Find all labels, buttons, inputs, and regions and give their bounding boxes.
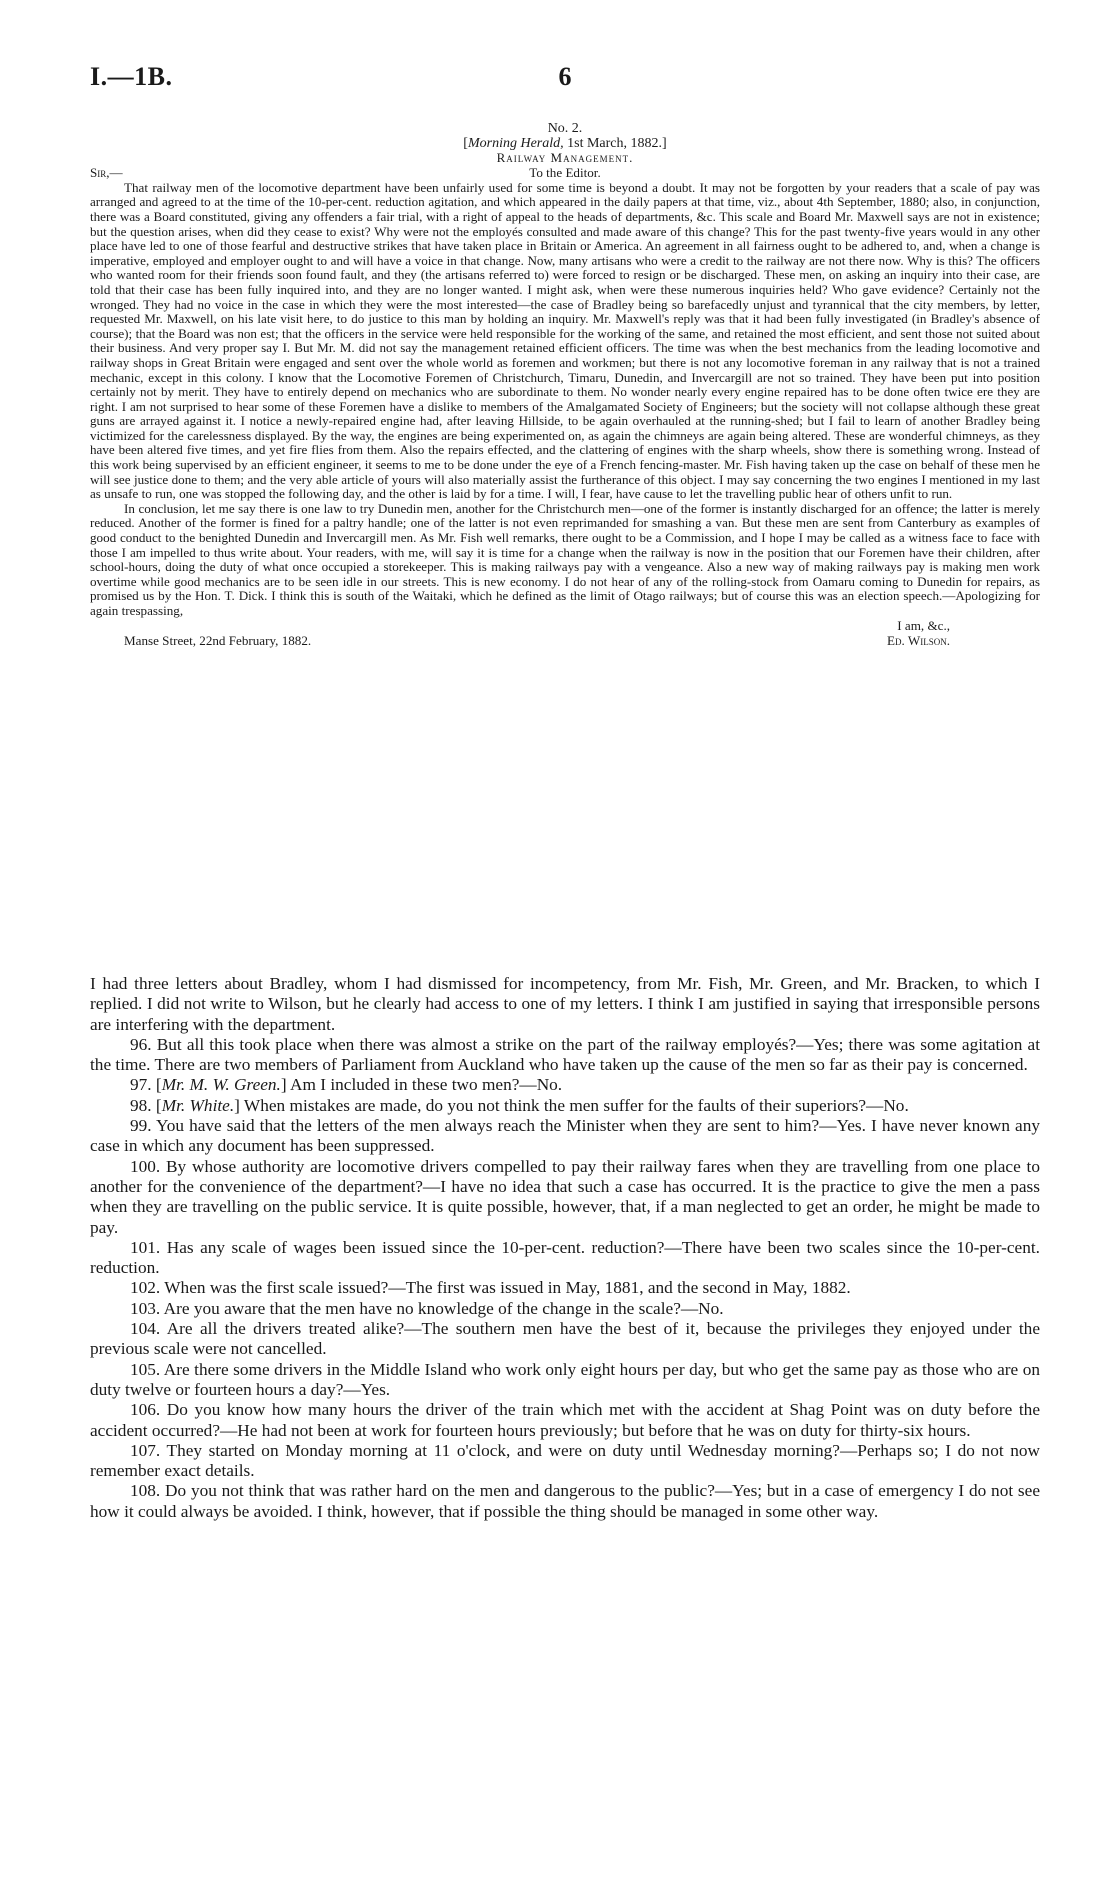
letter-closing: I am, &c.,: [897, 617, 950, 633]
letter-heading: Railway Management.: [496, 150, 634, 166]
letter-paragraph: That railway men of the locomotive department have been unfairly used for some time is beyond a doubt. It may not be forgotten by your readers that a scale of pay was arranged and agreed to at the time of the 10-per-cent. reduction agitation, and which appeared in the daily papers at that time, viz., about 4th September, 1880; also, in conjunction, there was a Board constituted, giving any offenders a fair trial, with a right of appeal to the heads of departments, &c. This scale and Board Mr. Maxwell says are not in existence; but the question arises, when did they cease to exist? Why were not the employés consulted and made aware of this change? This for the past twenty-five years would in any other place have led to one of those fearful and destructive strikes that have taken place in Britain or America. An agreement in all fairness ought to be adhered to, and, when a change is imperative, employed and employer ought to and will have a voice in that change. Now, many artisans who were a credit to the railway are not there now. Why is this? The officers who wanted room for their friends soon found fault, and they (the artisans referred to) were forced to resign or be discharged. These men, on asking an inquiry into their case, are told that their case has been fully inquired into, and they are no longer wanted. I might ask, when were these numerous inquiries held? Who gave evidence? Certainly not the wronged. They had no voice in the case in which they were the most interested—the case of Bradley being so barefacedly unjust and tyrannical that the city members, by letter, requested Mr. Maxwell, on his late visit here, to do justice to this man by holding an inquiry. Mr. Maxwell's reply was that it had been fully investigated (in Bradley's absence of course); that the Board was non est; that the officers in the service were held responsible for the working of the same, and retained the most efficient, and sent those not suited about their business. And very proper say I. But Mr. M. did not say the management retained efficient officers. The time was when the best mechanics from the leading locomotive and railway shops in Great Britain were engaged and sent over the whole world as foremen and workmen; but there is not any locomotive foreman in any railway that is not a trained mechanic, except in this colony. I know that the Locomotive Foremen of Christchurch, Timaru, Dunedin, and Invercargill are not so trained. They have been put into position certainly not by merit. They have to entirely depend on mechanics who are subordinate to them. No wonder nearly every engine repaired has to be done often twice ere they are right. I am not surprised to hear some of these Foremen have a dislike to members of the Amalgamated Society of Engineers; but the society will not collapse although these great guns are arrayed against it. I notice a newly-repaired engine had, after leaving Hillside, to be again overhauled at the running-shed; but I fail to learn of another Bradley being victimized for the carelessness displayed. By the way, the engines are being experimented on, as again the chimneys are again being altered. These are wonderful chimneys, as they have been altered five times, and yet fire flies from them. Also the repairs effected, and the clattering of engines with the sharp wheels, show there is something wrong. Instead of this work being supervised by an efficient engineer, it seems to me to be done under the eye of a French fencing-master. Mr. Fish having taken up the case on behalf of these men he will see justice done to them; and the very able article of yours will also materially assist the furtherance of this object. I may say concerning the two engines I mentioned in my last as unsafe to run, one was stopped the following day, and the other is laid by for a time. I will, I fear, have cause to let the travelling public hear of others unfit to run.: [90, 179, 1040, 502]
question-104: 104. Are all the drivers treated alike?—The southern men have the best of it, because the privileges they enjoyed under the previous scale were not cancelled.: [90, 1319, 1040, 1359]
question-105: 105. Are there some drivers in the Middle Island who work only eight hours per day, but who get the same pay as those who are on duty twelve or fourteen hours a day?—Yes.: [90, 1359, 1040, 1399]
question-97: 97. [Mr. M. W. Green.] Am I included in these two men?—No.: [130, 1075, 563, 1095]
salutation-line: [90, 166, 1040, 181]
question-text: ] Am I included in these two men?—No.: [280, 1075, 563, 1095]
question-101: 101. Has any scale of wages been issued since the 10-per-cent. reduction?—There have been two scales since the 10-per-cent. reduction.: [90, 1237, 1040, 1278]
question-106: 106. Do you know how many hours the driver of the train which met with the accident at Shag Point was on duty before the accident occurred?—He had not been at work for fourteen hours previously; but before that he was on duty for thirty-six hours.: [90, 1400, 1040, 1440]
closing-row: [90, 619, 1040, 634]
question-100: 100. By whose authority are locomotive drivers compelled to pay their railway fares when they are travelling from one place to another for the convenience of the department?—I have no idea that such a case has occurred. It is the practice to give the men a pass when they are travelling on the public service. It is quite possible, however, that, if a man neglected to get an order, he might be made to pay.: [90, 1156, 1040, 1237]
questioner: Mr. White.: [161, 1095, 235, 1115]
evidence-section: [90, 974, 1040, 1522]
source-date: 1st March, 1882.]: [563, 135, 667, 151]
question-107: 107. They started on Monday morning at 11 o'clock, and were on duty until Wednesday morning?—Perhaps so; I do not now remember exact details.: [90, 1440, 1040, 1481]
question-96: 96. But all this took place when there was almost a strike on the part of the railway employés?—Yes; there was some agitation at the time. There are two members of Parliament from Auckland who have taken up the cause of the men so far as their pay is concerned.: [90, 1034, 1040, 1075]
letter-paragraph: In conclusion, let me say there is one law to try Dunedin men, another for the Christchurch men—one of the former is instantly discharged for an offence; the latter is merely reduced. Another of the former is fined for a paltry handle; one of the latter is not even reprimanded for smashing a van. But these men are sent from Canterbury as examples of good conduct to the benighted Dunedin and Invercargill men. As Mr. Fish well remarks, there ought to be a Commission, and I hope I may be called as a witness face to face with those I am impelled to thus write about. Your readers, with me, will say it is time for a change when the railway is now in the position that our Foremen have their children, after school-hours, doing the duty of what once occupied a storekeeper. This is making railways pay with a vengeance. Also a new way of making railways pay is making men work overtime while good mechanics are to be seen idle in our streets. This is new economy. I do not hear of any of the rolling-stock from Oamaru coming to Dunedin for repairs, as promised us by the Hon. T. Dick. I think this is south of the Waitaki, which he defined as the limit of Otago railways; but of course this was an election speech.—Apologizing for again trespassing,: [90, 500, 1040, 618]
question-text: ] When mistakes are made, do you not think the men suffer for the faults of their superiors?—No.: [234, 1095, 909, 1115]
quoted-letter: [90, 122, 1040, 649]
letter-source: [90, 137, 1040, 152]
addressee: To the Editor.: [529, 164, 601, 180]
question-108: 108. Do you not think that was rather hard on the men and dangerous to the public?—Yes; but in a case of emergency I do not see how it could always be avoided. I think, however, that if possible the thing should be managed in some other way.: [90, 1481, 1040, 1521]
question-number: 98.: [130, 1095, 156, 1115]
letter-number: No. 2.: [547, 121, 583, 136]
questioner: Mr. M. W. Green.: [161, 1075, 281, 1095]
parliamentary-paper-reference: I.—1B.: [90, 62, 173, 91]
signature-row: [90, 634, 1040, 649]
evidence-paragraph: I had three letters about Bradley, whom I had dismissed for incompetency, from Mr. Fish, Mr. Green, and Mr. Bracken, to which I replied. I did not write to Wilson, but he clearly had access to one of my letters. I think I am justified in saying that irresponsible persons are interfering with the department.: [90, 974, 1040, 1034]
question-103: 103. Are you aware that the men have no knowledge of the change in the scale?—No.: [130, 1298, 724, 1318]
question-98: 98. [Mr. White.] When mistakes are made, do you not think the men suffer for the faults of their superiors?—No.: [130, 1095, 909, 1115]
page-header: [90, 62, 1040, 102]
question-99: 99. You have said that the letters of the men always reach the Minister when they are sent to him?—Yes. I have never known any case in which any document has been suppressed.: [90, 1116, 1040, 1156]
page-number: 6: [558, 62, 572, 91]
question-number: 97.: [130, 1075, 156, 1095]
source-open-bracket: [: [463, 135, 468, 151]
question-102: 102. When was the first scale issued?—The first was issued in May, 1881, and the second in May, 1882.: [130, 1278, 851, 1298]
letter-signature: Ed. Wilson.: [887, 632, 950, 648]
salutation: Sir,—: [90, 164, 123, 180]
source-newspaper: Morning Herald,: [467, 135, 564, 151]
letter-address-date: Manse Street, 22nd February, 1882.: [124, 632, 312, 648]
